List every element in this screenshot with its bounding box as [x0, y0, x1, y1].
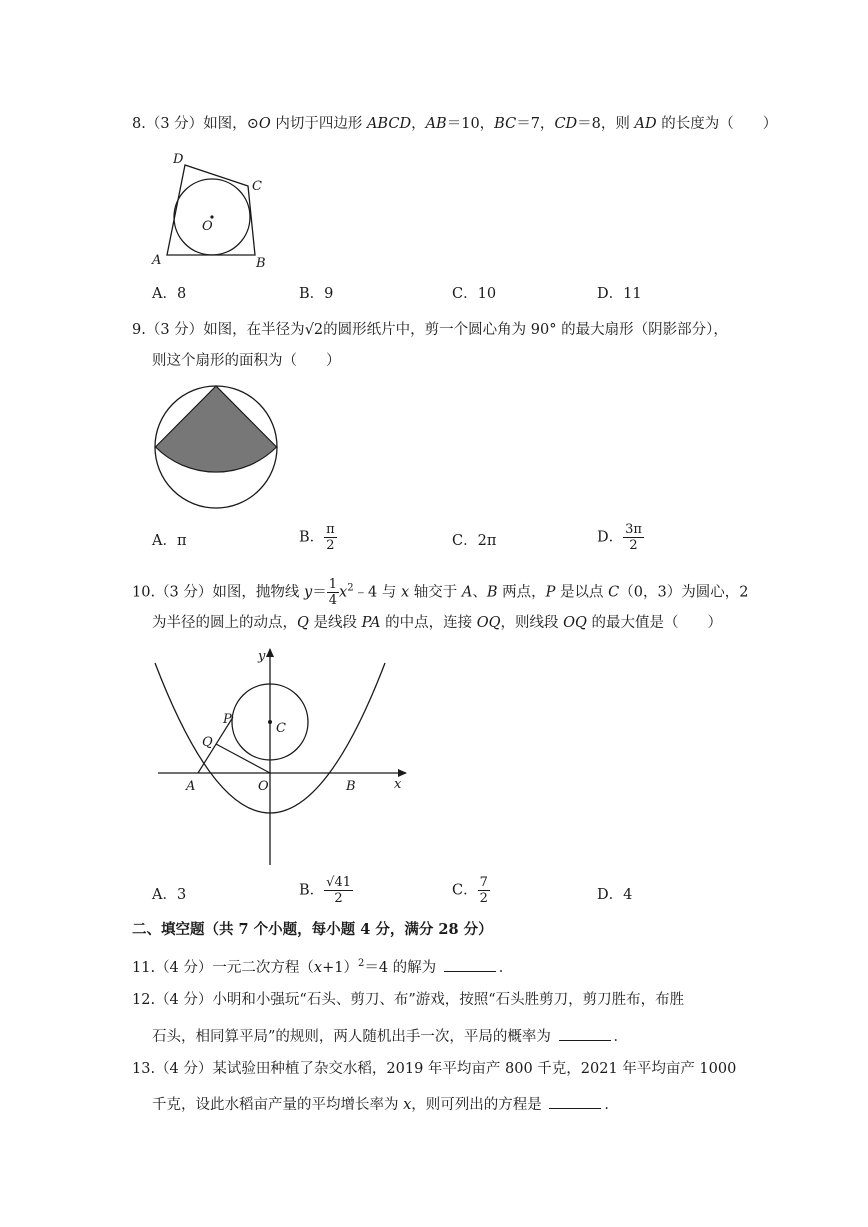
label-a: A — [186, 779, 196, 794]
q10-figure — [150, 645, 420, 870]
q8-stem: 8.（3 分）如图，⊙O 内切于四边形 ABCD，AB＝10，BC＝7，CD＝8，则 AD 的长度为（ ） — [132, 116, 778, 132]
center-c — [268, 720, 272, 724]
answer-blank — [559, 1026, 611, 1041]
q8-options — [152, 284, 752, 324]
q9-stem-line2: 则这个扇形的面积为（ ） — [152, 353, 341, 369]
q8-option-a: A．8 — [152, 286, 187, 302]
fraction: $\frac{7}{2}$ — [479, 875, 488, 906]
q9-option-d: D． $\frac{3\pi}{2}$ — [597, 522, 642, 553]
q8-option-c: C．10 — [452, 286, 497, 302]
q13-stem-line2: 千克，设此水稻亩产量的平均增长率为 x，则可列出的方程是 ． — [152, 1094, 619, 1115]
q9-options — [152, 522, 752, 562]
q8-option-d: D．11 — [597, 286, 642, 302]
q9-figure — [152, 383, 280, 511]
fraction: $\frac{\pi}{2}$ — [326, 522, 335, 553]
fraction: $\frac{3\pi}{2}$ — [625, 522, 642, 553]
shaded-sector — [156, 386, 277, 472]
label-d: D — [173, 152, 184, 167]
q10-stem-line2: 为半径的圆上的动点，Q 是线段 PA 的中点，连接 OQ，则线段 OQ 的最大值是（ ） — [152, 615, 723, 631]
label-o: O — [258, 779, 269, 794]
label-c: C — [276, 721, 286, 736]
q10-stem: 10.（3 分）如图，抛物线 y＝ $\frac{1}{4}$ $x^2﹣4$ 与 x 轴交于 A、B 两点，P 是以点 C（0，3）为圆心，2 — [132, 577, 749, 608]
q10-options — [152, 875, 752, 915]
q12-stem-line2: 石头，相同算平局”的规则，两人随机出手一次，平局的概率为 ． — [152, 1026, 628, 1047]
fraction: $\frac{√41}{2}$ — [326, 875, 351, 906]
q9-stem: 9.（3 分）如图，在半径为√2的圆形纸片中，剪一个圆心角为 90° 的最大扇形（阴影部分）， — [132, 322, 728, 338]
label-a: A — [152, 253, 162, 268]
circle-symbol: ⊙ — [246, 116, 259, 132]
section-title: 二、填空题（共 7 个小题，每小题 4 分，满分 28 分） — [132, 921, 493, 938]
q10-option-d: D．4 — [597, 887, 633, 903]
q10-option-a: A．3 — [152, 887, 187, 903]
q13-stem: 13.（4 分）某试验田种植了杂交水稻，2019 年平均亩产 800 千克，2021 年平均亩产 1000 — [132, 1061, 737, 1077]
q8-figure — [140, 148, 280, 274]
answer-blank — [549, 1094, 601, 1109]
label-o: O — [202, 219, 213, 234]
label-b: B — [346, 779, 356, 794]
sqrt-2: √2 — [304, 322, 324, 338]
q9-option-c: C．2π — [452, 533, 497, 549]
label-p: P — [223, 712, 232, 727]
label-c: C — [252, 179, 262, 194]
label-b: B — [256, 256, 266, 271]
q9-option-b: B． $\frac{\pi}{2}$ — [299, 522, 335, 553]
q10-option-c: C． $\frac{7}{2}$ — [452, 875, 488, 906]
answer-blank — [444, 957, 496, 972]
q10-option-b: B． $\frac{√41}{2}$ — [299, 875, 351, 906]
q8-option-b: B．9 — [299, 286, 334, 302]
label-x: x — [394, 777, 402, 792]
q9-option-a: A．π — [152, 533, 187, 549]
label-q: Q — [202, 735, 213, 750]
q12-stem: 12.（4 分）小明和小强玩“石头、剪刀、布”游戏，按照“石头胜剪刀，剪刀胜布，布胜 — [132, 992, 685, 1008]
q11-stem: 11.（4 分）一元二次方程$(x+1)^2=4$ 的解为 ． — [132, 958, 514, 976]
fraction-one-quarter: $\frac{1}{4}$ — [328, 577, 337, 608]
label-y: y — [258, 649, 266, 664]
